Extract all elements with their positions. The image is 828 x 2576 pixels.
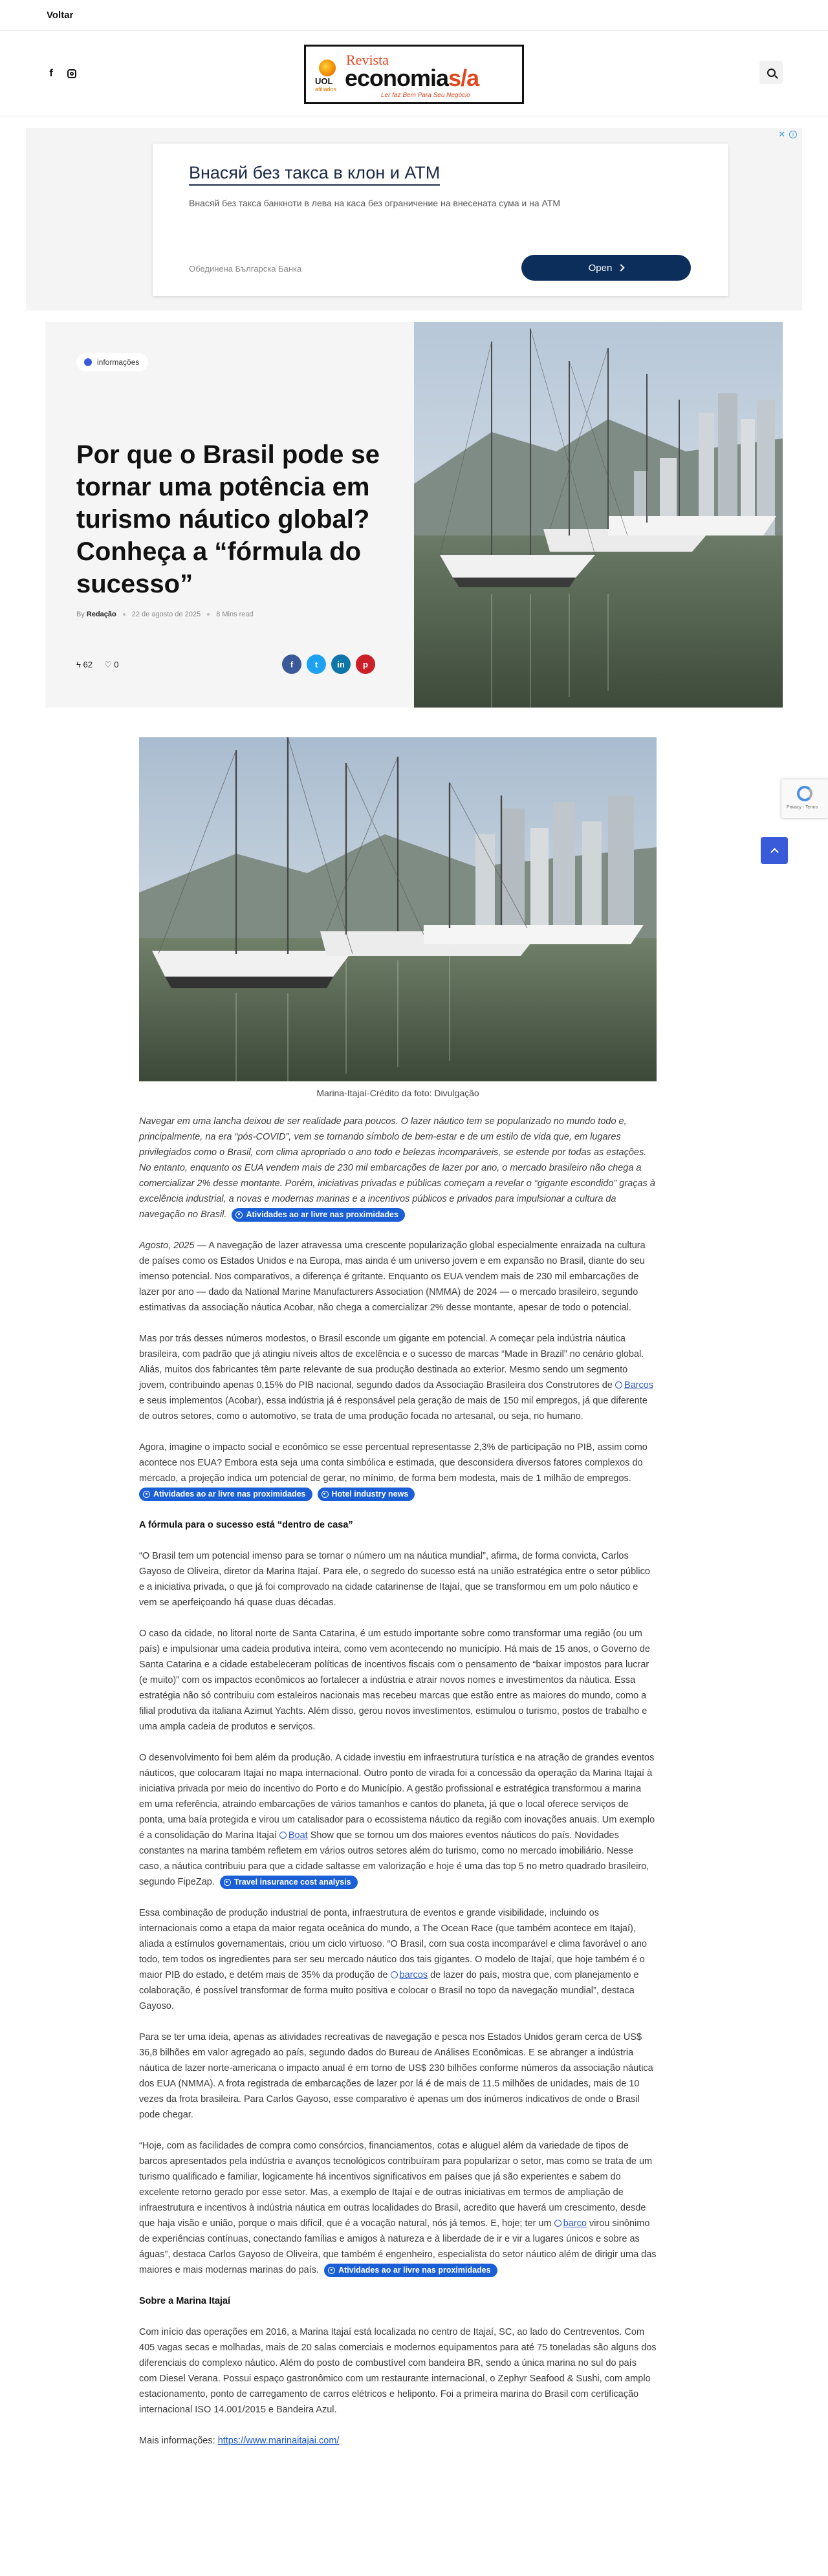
logo-tagline: Ler faz Bem Para Seu Negócio	[381, 92, 470, 99]
inline-link[interactable]	[554, 2218, 587, 2229]
like-count[interactable]	[104, 660, 119, 670]
author-link[interactable]: Redação	[86, 611, 116, 618]
inline-link[interactable]	[279, 1830, 308, 1841]
inline-link-label: barco	[563, 2218, 587, 2229]
ad-card[interactable]	[153, 144, 728, 296]
share-pinterest-icon[interactable]: p	[356, 655, 375, 674]
topic-chip[interactable]	[232, 1208, 405, 1222]
paragraph-text: e seus implementos (Acobar), essa indústria já é responsável pela geração de mais de 150 mil empregos, já que diferente de outros setores, como o automotivo, se trata de uma produção focada no artesanal, ou seja, no humano.	[139, 1396, 648, 1422]
ad-advertiser: Обединена Българска Банка	[189, 264, 302, 274]
target-icon	[328, 2267, 335, 2274]
logo-economia: economia	[345, 65, 449, 91]
more-info-label: Mais informações:	[139, 2436, 218, 2446]
target-icon	[235, 1211, 243, 1218]
intro-text: Navegar em uma lancha deixou de ser realidade para poucos. O lazer náutico tem se popularizado no mundo todo e, principalmente, na era “pós-COVID”, vem se tornando símbolo de bem-estar e de um estilo de vida que, em lugares privilegiados como o Brasil, com clima apropriado o ano todo e belezas incomparáveis, se estende por todas as estações. No entanto, enquanto os EUA vendem mais de 230 mil embarcações de lazer por ano, o mercado brasileiro não chega a comercializar 2% desse montante. Porém, iniciativas privadas e públicas começam a revelar o “gigante escondido” graças à excelência industrial, a novas e modernas marinas e a incentivos públicos e privados para impulsionar a cultura da navegação no Brasil.	[139, 1116, 655, 1220]
like-count-value: 0	[114, 660, 119, 669]
heart-icon: ♡	[104, 660, 112, 669]
paragraph	[139, 1905, 657, 2014]
category-dot-icon	[84, 358, 92, 366]
chip-label: Atividades ao ar livre nas proximidades	[338, 2265, 491, 2275]
paragraph-text: Agora, imagine o impacto social e econômico se esse percentual representasse 2,3% de participação no PIB, assim como acontece nos EUA? Embora esta seja uma conta simbólica e estimada, que desconsidera diversos fatores complexos do mercado, a projeção indica um potencial de gerar, no mínimo, de forma bem modesta, mais de 1 milhão de empregos.	[139, 1442, 648, 1484]
logo-uol: UOL	[315, 76, 333, 86]
scroll-to-top-button[interactable]	[761, 837, 788, 864]
paragraph: O caso da cidade, no litoral norte de Santa Catarina, é um estudo importante sobre como transformar uma região (ou um país) e impulsionar uma cadeia produtiva inteira, como vem acontecendo no município. Há mais de 15 anos, o Governo de Santa Catarina e a cidade estabeleceram políticas de incentivos fiscais com o pensamento de “baixar impostos para lucrar (e muito)” com os impactos econômicos ao fortalecer a indústria e atrair novos nomes e investimentos da náutica. Essa estratégia não só contribuiu com estaleiros nacionais mas recebeu marcas que estão entre as maiores do mundo, como a filial produtiva da italiana Azimut Yachts. Além disso, gerou novos investimentos, estimulou o turismo, postos de trabalho e uma ampla cadeia de produtos e serviços.	[139, 1629, 650, 1732]
chip-label: Atividades ao ar livre nas proximidades	[153, 1489, 306, 1499]
ad-open-label: Open	[588, 262, 613, 274]
dateline: Agosto, 2025	[139, 1240, 195, 1251]
link-target-icon	[554, 2220, 561, 2227]
search-icon	[767, 69, 776, 77]
ad-banner	[26, 128, 802, 310]
ad-close-icon[interactable]: ✕	[778, 129, 785, 139]
search-button[interactable]	[759, 61, 783, 84]
hero-image	[414, 322, 783, 708]
by-label: By	[76, 611, 85, 618]
recaptcha-icon	[797, 786, 812, 801]
uol-sun-icon	[319, 60, 336, 76]
chip-label: Atividades ao ar livre nas proximidades	[246, 1209, 398, 1219]
more-info-link[interactable]: https://www.marinaitajai.com/	[217, 2436, 340, 2446]
section-heading: Sobre a Marina Itajaí	[139, 2296, 231, 2306]
article-body	[139, 1114, 657, 2464]
social-links	[45, 68, 78, 80]
share-facebook-icon[interactable]: f	[282, 655, 301, 674]
marina-photo	[414, 322, 783, 708]
paragraph: Com início das operações em 2016, a Marina Itajaí está localizada no centro de Itajaí, SC, ao lado do Centreventos. Com 405 vagas secas e molhadas, mais de 20 salas comerciais e modernos equipamentos para até 75 toneladas são alguns dos diferenciais do complexo náutico. Além do posto de combustível com bandeira BR, sendo a única marina no sul do país com Diesel Verana. Possui espaço gastronômico com um restaurante internacional, o Zephyr Seafood & Sushi, com amplo estacionamento, ponto de carregamento de carros elétricos e heliponto. Foi a primeira marina do Brasil com certificação internacional ISO 14.001/2015 e Bandeira Azul.	[139, 2327, 657, 2415]
section-heading: A fórmula para o sucesso está “dentro de casa”	[139, 1520, 353, 1530]
paragraph	[139, 1750, 657, 1890]
share-buttons	[282, 655, 375, 674]
marina-photo-large	[139, 737, 657, 1081]
paragraph-text: “Hoje, com as facilidades de compra como consórcios, financiamentos, cotas e aluguel além da variedade de tipos de barcos apresentados pela indústria e avanços tecnológicos contribuíram para popularizar o setor, mas como se trata de um turismo qualificado e familiar, logicamente há incentivos significativos em países que já são experientes e sabem do excelente retorno gerado por esse setor. Mas, a exemplo de Itajaí e de outras iniciativas em termos de ampliação de infraestrutura e incentivos à indústria náutica em outras localidades do Brasil, acredito que haverá um crescimento, desde que haja visão e união, porque o mais difícil, que é a vocação natural, nós já temos. E, hoje; ter um	[139, 2141, 653, 2229]
paragraph-text: de lazer do país, mostra que, com planejamento e colaboração, é possível transformar de forma muito positiva e colocar o Brasil no topo da navegação mundial”, destaca Gayoso.	[139, 1970, 639, 2011]
share-twitter-icon[interactable]: t	[307, 655, 326, 674]
figure-caption: Marina-Itajaí-Crédito da foto: Divulgação	[316, 1088, 479, 1098]
share-count-value: 62	[83, 660, 93, 669]
separator-dot	[123, 613, 125, 616]
share-count	[76, 660, 93, 670]
article-meta	[76, 611, 254, 618]
article-figure	[139, 737, 657, 1081]
topic-chip[interactable]	[324, 2264, 497, 2277]
article-counters	[76, 660, 119, 670]
paragraph-text: O desenvolvimento foi bem além da produção. A cidade investiu em infraestrutura turística e na atração de grandes eventos náuticos, que colocaram Itajaí no mapa internacional. Outro ponto de virada foi a concessão da operação da Marina Itajaí à iniciativa privada por meio do incentivo do Porto e do Município. A gestão profissional e estratégica transformou a marina em uma referência, atraindo embarcações de vários tamanhos e cantos do planeta, já que o local oferece serviços de ponta, uma baía protegida e virou um catalisador para o ecossistema náutico da região com inovações anuais. Um exemplo é a consolidação do Marina Itajaí	[139, 1753, 655, 1841]
top-bar	[0, 0, 828, 31]
chevron-up-icon	[770, 848, 779, 856]
paragraph	[139, 1238, 657, 1315]
share-linkedin-icon[interactable]: in	[331, 655, 351, 674]
topic-chip[interactable]	[139, 1488, 312, 1501]
inline-link-label: Boat	[288, 1830, 308, 1841]
byline	[76, 611, 116, 618]
bolt-icon: ϟ	[76, 660, 81, 669]
paragraph-text: virou sinônimo de experiências contínuas, conectando famílias e amigos à natureza e à liberdade de ir e vir a lugares únicos e sobre as águas”, destaca Carlos Gayoso de Oliveira, que também é engenheiro, especialista do setor náutico além de dirigir uma das maiores e mais modernas marinas do país.	[139, 2218, 657, 2275]
paragraph: Para se ter uma ideia, apenas as atividades recreativas de navegação e pesca nos Estados Unidos geram cerca de US$ 36,8 bilhões em valor agregado ao país, segundo dados do Bureau de Análises Econômicas. E se abranger a indústria náutica de lazer norte-americana o impacto anual é em torno de US$ 230 bilhões conforme números da associação náutica dos EUA (NMMA). A frota registrada de embarcações de lazer por lá é de mais de 11.5 milhões de unidades, mais de 10 vezes da frota brasileira. Para Carlos Gayoso, esse comparativo é apenas um dos inúmeros indicativos de onde o Brasil pode chegar.	[139, 2032, 653, 2120]
paragraph	[139, 1440, 657, 1502]
link-target-icon	[279, 1832, 287, 1839]
back-link[interactable]: Voltar	[47, 10, 74, 21]
instagram-icon[interactable]	[66, 68, 78, 80]
paragraph	[139, 2138, 657, 2278]
paragraph-text: Essa combinação de produção industrial de ponta, infraestrutura de eventos e grande visibilidade, incluindo os internacionais como a etapa da maior regata oceânica do mundo, a The Ocean Race (que também acontece em Itajaí), aliada a estímulos governamentais, criou um ciclo virtuoso. “O Brasil, com sua costa incomparável e clima favorável o ano todo, tem todos os ingredientes para ser seu mercado náutico dos tais gigantes. O modelo de Itajaí, que hoje também é o maior PIB do estado, e detém mais de 35% da produção de	[139, 1908, 647, 1980]
article-intro	[139, 1114, 657, 1222]
separator-dot	[207, 613, 210, 616]
ad-info-icon[interactable]: i	[789, 131, 797, 138]
ad-description: Внасяй без такса банкноти в лева на каса без ограничение на внесената сума и на АТМ	[189, 198, 560, 208]
target-icon	[143, 1491, 150, 1498]
more-info	[139, 2433, 657, 2449]
paragraph-text: Show que se tornou um dos maiores eventos náuticos do país. Novidades constantes na marina também refletem em vários outros setores além do turismo, como no mercado imobiliário. Nesse caso, a náutica contribuiu para que a cidade saltasse em valorização e hoje é uma das top 5 no metro quadrado brasileiro, segundo FipeZap.	[139, 1830, 649, 1887]
chip-label: Travel insurance cost analysis	[234, 1877, 351, 1887]
target-icon	[224, 1879, 231, 1886]
inline-link-label: barcos	[399, 1970, 428, 1980]
article-title: Por que o Brasil pode se tornar uma potência em turismo náutico global? Conheça a “fórmula do sucesso”	[76, 440, 380, 598]
logo-sa: s/a	[448, 65, 479, 91]
article-hero	[45, 322, 783, 708]
chip-label: Hotel industry news	[331, 1489, 409, 1499]
logo-revista: Revista	[346, 52, 389, 68]
paragraph	[139, 1331, 657, 1424]
category-label: informações	[97, 358, 140, 367]
inline-link[interactable]	[615, 1380, 653, 1391]
link-target-icon	[615, 1381, 622, 1389]
chevron-right-icon	[618, 264, 625, 271]
ad-title[interactable]: Внасяй без такса в клон и АТМ	[189, 163, 440, 186]
link-target-icon	[391, 1971, 398, 1978]
inline-link[interactable]	[391, 1970, 428, 1980]
inline-link-label: Barcos	[624, 1380, 654, 1391]
site-logo[interactable]	[304, 45, 524, 104]
logo-wordmark	[345, 65, 479, 92]
recaptcha-badge[interactable]	[781, 779, 828, 818]
category-badge[interactable]	[76, 353, 148, 371]
publish-date: 22 de agosto de 2025	[131, 611, 201, 618]
logo-uol-sub: afiliados	[315, 86, 337, 92]
site-header	[0, 32, 828, 116]
paragraph: “O Brasil tem um potencial imenso para se tornar o número um na náutica mundial”, afirma, de forma convicta, Carlos Gayoso de Oliveira, diretor da Marina Itajaí. Para ele, o segredo do sucesso está na união estratégica entre o setor público e a iniciativa privada, o que já foi comprovado na cidade catarinense de Itajaí, que se transformou em um polo náutico e vem se aperfeiçoando há quase duas décadas.	[139, 1551, 650, 1608]
target-icon	[321, 1491, 329, 1498]
paragraph-text: Mas por trás desses números modestos, o Brasil esconde um gigante em potencial. A começar pela indústria náutica brasileira, com padrão que já atingiu níveis altos de excelência e o sucesso de marcas “Made in Brazil” no cenário global. Aliás, muitos dos fabricantes têm parte relevante de sua produção destinada ao exterior. Mesmo sendo um segmento jovem, contribuindo apenas 0,15% do PIB nacional, segundo dados da Associação Brasileira dos Construtores de	[139, 1334, 644, 1391]
facebook-icon[interactable]: f	[49, 68, 53, 79]
ad-open-button[interactable]	[521, 255, 691, 281]
recaptcha-text[interactable]: Privacy - Terms	[787, 805, 818, 810]
topic-chip[interactable]	[318, 1488, 415, 1501]
read-time: 8 Mins read	[216, 611, 254, 618]
paragraph-text: — A navegação de lazer atravessa uma crescente popularização global especialmente enraizada na cultura de países como os Estados Unidos e na Europa, mas ainda é um universo jovem e em expansão no Brasil, diante do seu imenso potencial. Nos comparativos, a diferença é gritante. Enquanto os EUA vendem mais de 230 mil embarcações de lazer por ano — dado da National Marine Manufacturers Association (NMMA) de 2024 — o mercado brasileiro, segundo estimativas da associação náutica Acobar, não chega a comercializar 2% desse montante, apesar de todo o potencial.	[139, 1240, 646, 1313]
topic-chip[interactable]	[220, 1876, 358, 1889]
